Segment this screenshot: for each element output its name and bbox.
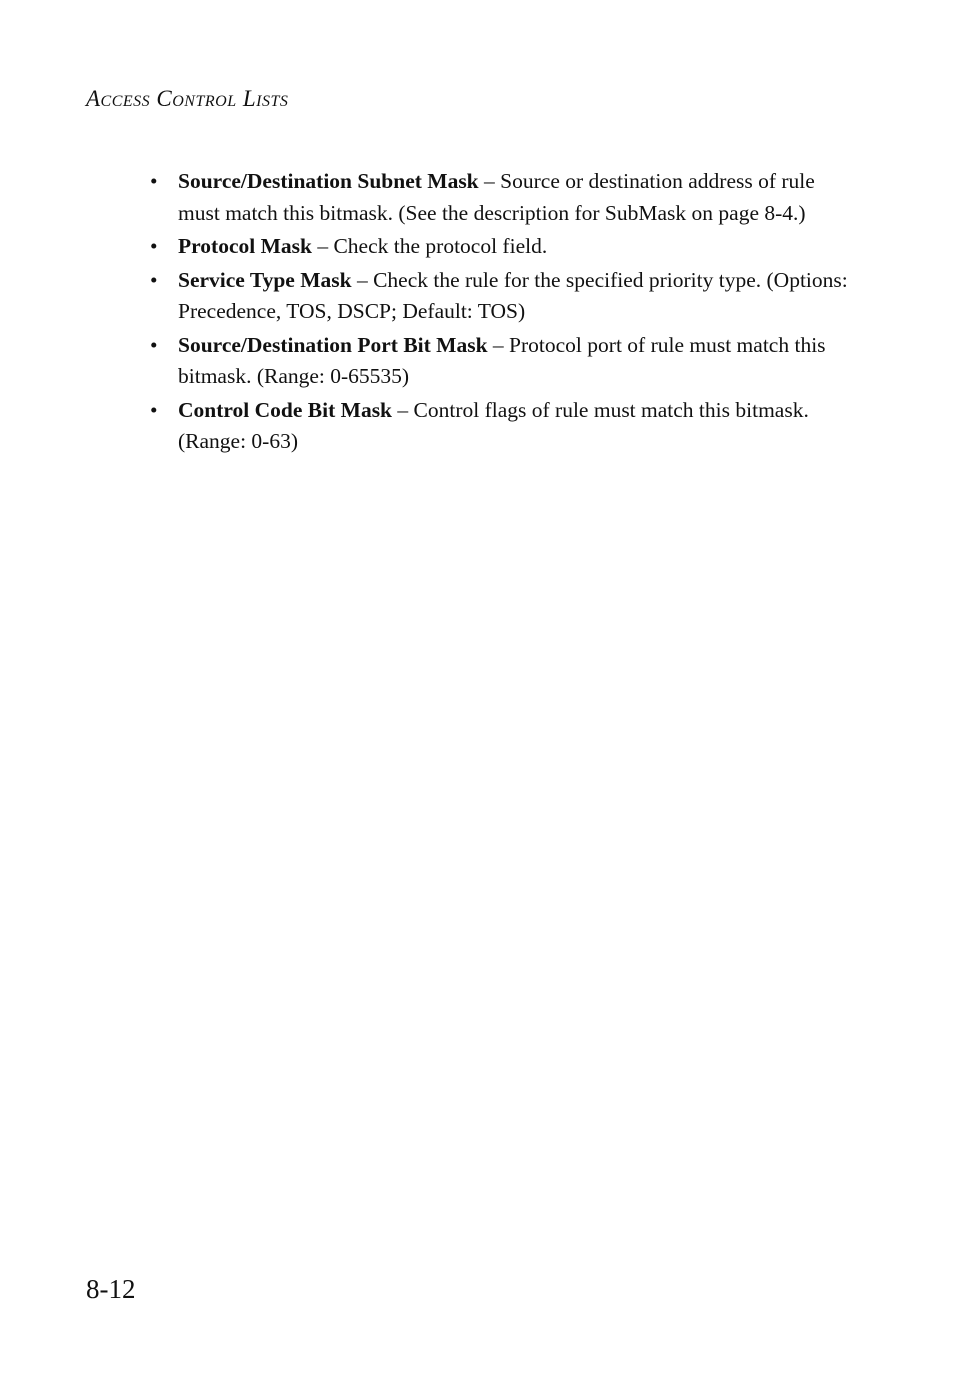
list-item: [150, 330, 850, 393]
list-item: [150, 166, 850, 229]
item-term: Service Type Mask: [178, 267, 352, 292]
mask-options-list: [150, 166, 850, 460]
list-item: [150, 231, 850, 263]
item-term: Source/Destination Port Bit Mask: [178, 332, 488, 357]
item-description: – Protocol port of rule must match this bitmask. (Range: 0-65535): [178, 332, 826, 388]
item-term: Control Code Bit Mask: [178, 397, 393, 422]
bullet-icon: •: [150, 397, 158, 422]
bullet-icon: •: [150, 234, 158, 258]
bullet-icon: •: [150, 169, 158, 193]
item-term: Protocol Mask: [178, 234, 312, 258]
item-description: – Source or destination address of rule must match this bitmask. (See the description for SubMask on page 8-4.): [178, 169, 815, 225]
list-item: [150, 395, 850, 458]
bullet-icon: •: [150, 267, 158, 292]
item-description: – Control flags of rule must match this bitmask. (Range: 0-63): [178, 397, 809, 453]
list-item: [150, 265, 850, 328]
item-term: Source/Destination Subnet Mask: [178, 169, 479, 193]
page-number: 8-12: [86, 1274, 136, 1304]
running-header: Access Control Lists: [86, 86, 289, 111]
bullet-icon: •: [150, 332, 158, 357]
item-description: – Check the rule for the specified priority type. (Options: Precedence, TOS, DSCP; Default: TOS): [178, 267, 848, 323]
item-description: – Check the protocol field.: [311, 234, 548, 258]
